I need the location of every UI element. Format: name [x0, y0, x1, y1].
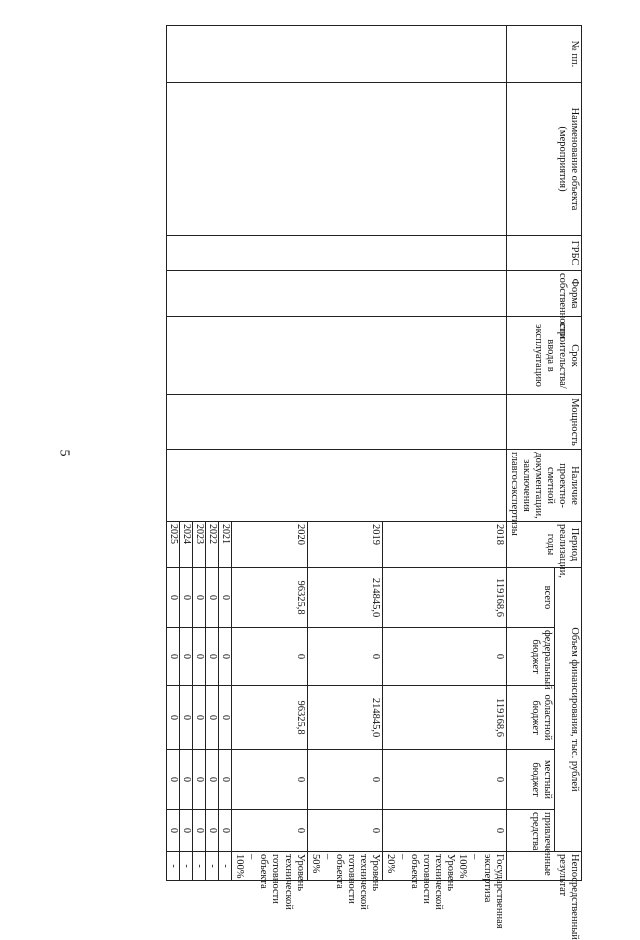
cell-federal: 0: [180, 628, 193, 686]
header-grbs: ГРБС: [506, 236, 581, 271]
cell-local: 0: [180, 750, 193, 810]
cell-attracted: 0: [232, 810, 307, 852]
cell-total: 0: [219, 568, 232, 628]
cell-total: 214845,0: [307, 568, 382, 628]
header-row-1: [555, 26, 582, 881]
cell-federal: 0: [206, 628, 219, 686]
cell-attracted: 0: [180, 810, 193, 852]
cell-local: 0: [206, 750, 219, 810]
header-local: местный бюджет: [506, 750, 554, 810]
header-name: Наименование объекта (мероприятия): [506, 83, 581, 236]
header-attracted: привлеченные средства: [506, 810, 554, 852]
cell-psd: [167, 450, 506, 522]
cell-attracted: 0: [167, 810, 180, 852]
cell-total: 0: [193, 568, 206, 628]
table-row: [383, 26, 507, 881]
cell-result: -: [219, 852, 232, 881]
financing-table-container: [82, 25, 582, 940]
header-psd: Наличие проектно-сметной документации, заключения главгосэкспертизы: [506, 450, 581, 522]
cell-federal: 0: [167, 628, 180, 686]
page-number: 5: [56, 449, 72, 457]
cell-year: 2024: [180, 522, 193, 568]
header-federal: федеральный бюджет: [506, 628, 554, 686]
cell-regional: 0: [206, 686, 219, 750]
cell-year: 2023: [193, 522, 206, 568]
cell-attracted: 0: [193, 810, 206, 852]
cell-result: -: [206, 852, 219, 881]
cell-num: [167, 26, 506, 83]
cell-result: -: [180, 852, 193, 881]
cell-federal: 0: [193, 628, 206, 686]
header-regional: областной бюджет: [506, 686, 554, 750]
cell-result: -: [167, 852, 180, 881]
cell-attracted: 0: [219, 810, 232, 852]
cell-local: 0: [219, 750, 232, 810]
cell-attracted: 0: [307, 810, 382, 852]
cell-total: 0: [167, 568, 180, 628]
cell-federal: 0: [232, 628, 307, 686]
header-term: Срок строительства/ ввода в эксплуатацию: [506, 317, 581, 395]
cell-total: 0: [206, 568, 219, 628]
cell-local: 0: [167, 750, 180, 810]
cell-year: 2025: [167, 522, 180, 568]
cell-attracted: 0: [383, 810, 507, 852]
cell-year: 2022: [206, 522, 219, 568]
header-period: Период реализации, годы: [506, 522, 581, 568]
cell-year: 2020: [232, 522, 307, 568]
cell-year: 2019: [307, 522, 382, 568]
financing-table: [166, 25, 582, 940]
cell-local: 0: [383, 750, 507, 810]
cell-regional: 0: [167, 686, 180, 750]
cell-local: 0: [232, 750, 307, 810]
cell-result: Государственная экспертиза – 100% Уровень технической готовности объекта – 20%: [383, 852, 507, 881]
cell-power: [167, 395, 506, 450]
cell-result: Уровень технической готовности объекта – 100%: [232, 852, 307, 881]
header-num: № пп.: [506, 26, 581, 83]
cell-federal: 0: [383, 628, 507, 686]
cell-regional: 96325,8: [232, 686, 307, 750]
cell-attracted: 0: [206, 810, 219, 852]
header-total: всего: [506, 568, 554, 628]
header-power: Мощность: [506, 395, 581, 450]
header-volume: Объем финансирования, тыс. рублей: [555, 568, 582, 852]
cell-name: [167, 83, 506, 236]
cell-regional: 119168,6: [383, 686, 507, 750]
cell-result: -: [193, 852, 206, 881]
cell-regional: 0: [219, 686, 232, 750]
cell-local: 0: [193, 750, 206, 810]
cell-regional: 0: [180, 686, 193, 750]
cell-term: [167, 317, 506, 395]
header-form: Форма собственности: [506, 271, 581, 317]
header-result: Непосредственный результат: [506, 852, 581, 881]
cell-local: 0: [307, 750, 382, 810]
cell-total: 0: [180, 568, 193, 628]
cell-form: [167, 271, 506, 317]
cell-grbs: [167, 236, 506, 271]
cell-total: 119168,6: [383, 568, 507, 628]
cell-result: Уровень технической готовности объекта – 50%: [307, 852, 382, 881]
cell-total: 96325,8: [232, 568, 307, 628]
cell-regional: 214845,0: [307, 686, 382, 750]
cell-year: 2021: [219, 522, 232, 568]
cell-year: 2018: [383, 522, 507, 568]
cell-federal: 0: [219, 628, 232, 686]
cell-regional: 0: [193, 686, 206, 750]
cell-federal: 0: [307, 628, 382, 686]
